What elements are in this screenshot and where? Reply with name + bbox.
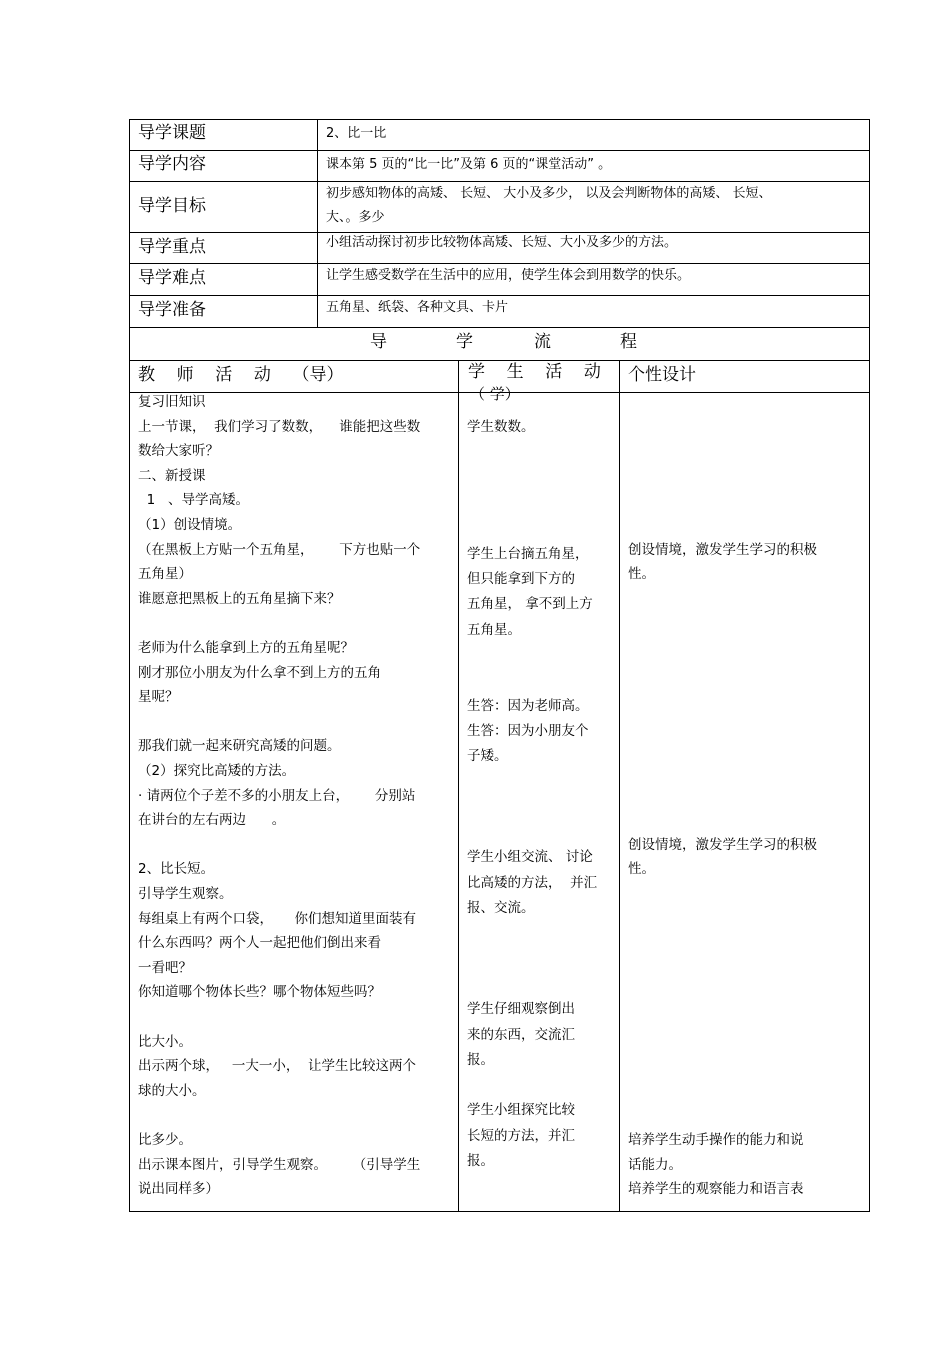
text-line: 创设情境，激发学生学习的积极 — [628, 836, 817, 853]
text-line: 学生仔细观察倒出 — [467, 1001, 575, 1018]
text-line: · 请两位个子差不多的小朋友上台， 分别站 — [138, 787, 416, 804]
text-line: 刚才那位小朋友为什么拿不到上方的五角 — [138, 664, 381, 681]
text-line: 复习旧知识 — [138, 394, 206, 410]
row-value-difficulty: 让学生感受数学在生活中的应用，使学生体会到用数学的快乐。 — [326, 268, 691, 283]
text-line: 2、比长短。 — [138, 861, 215, 878]
text-line: 性。 — [628, 566, 655, 583]
flow-title-char: 导 — [370, 332, 387, 352]
text-line: 报。 — [467, 1051, 494, 1068]
row-value-preparation: 五角星、纸袋、各种文具、卡片 — [326, 300, 509, 315]
text-line: 1 、导学高矮。 — [138, 492, 250, 509]
text-line: 什么东西吗？两个人一起把他们倒出来看 — [138, 935, 381, 952]
text-line: 那我们就一起来研究高矮的问题。 — [138, 738, 341, 755]
row-label-preparation: 导学准备 — [138, 300, 206, 320]
text-line: 说出同样多） — [138, 1181, 219, 1198]
row-value-goal-line2: 大、。多少 — [326, 210, 385, 225]
text-line: 引导学生观察。 — [138, 886, 233, 902]
row-value-topic: 2、比一比 — [326, 126, 387, 141]
text-line: （在黑板上方贴一个五角星， 下方也贴一个 — [138, 541, 421, 558]
row-divider — [129, 150, 870, 151]
teacher-activity-header: 教 师 活 动 （导） — [138, 365, 344, 385]
text-line: 二、新授课 — [138, 467, 206, 484]
text-line: 在讲台的左右两边 。 — [138, 812, 286, 829]
row-label-content: 导学内容 — [138, 154, 206, 174]
text-line: 出示课本图片，引导学生观察。 （引导学生 — [138, 1156, 421, 1173]
row-value-focus: 小组活动探讨初步比较物体高矮、长短、大小及多少的方法。 — [326, 235, 678, 250]
text-line: 五角星） — [138, 566, 192, 583]
text-line: 培养学生的观察能力和语言表 — [628, 1181, 804, 1198]
row-value-goal-line1: 初步感知物体的高矮、 长短、 大小及多少， 以及会判断物体的高矮、 长短、 — [326, 186, 772, 201]
text-line: 来的东西，交流汇 — [467, 1026, 575, 1043]
text-line: 星呢？ — [138, 689, 179, 706]
text-line: 话能力。 — [628, 1156, 682, 1173]
row-divider — [129, 327, 870, 328]
row-label-focus: 导学重点 — [138, 237, 206, 257]
design-header: 个性设计 — [628, 365, 696, 385]
column-divider — [619, 360, 620, 1212]
student-activity-header: 学 生 活 动 — [468, 362, 601, 382]
text-line: 出示两个球， 一大一小， 让学生比较这两个 — [138, 1058, 416, 1075]
flow-title-char: 流 — [534, 332, 551, 352]
row-divider — [129, 181, 870, 182]
text-line: （2）探究比高矮的方法。 — [138, 763, 296, 779]
text-line: 子矮。 — [467, 748, 508, 765]
text-line: 比多少。 — [138, 1132, 192, 1148]
column-divider — [458, 360, 459, 1212]
text-line: 学生小组探究比较 — [467, 1102, 575, 1119]
text-line: 学生数数。 — [467, 419, 535, 436]
text-line: （1）创设情境。 — [138, 517, 242, 533]
column-divider — [317, 119, 318, 327]
student-activity-header-sub: （ 学） — [470, 385, 520, 403]
row-label-goal: 导学目标 — [138, 196, 206, 216]
text-line: 生答：因为老师高。 — [467, 697, 589, 714]
row-divider — [129, 232, 870, 233]
text-line: 报。 — [467, 1153, 494, 1169]
text-line: 性。 — [628, 861, 655, 878]
text-line: 学生小组交流、 讨论 — [467, 849, 593, 866]
text-line: 球的大小。 — [138, 1082, 206, 1099]
text-line: 创设情境，激发学生学习的积极 — [628, 541, 817, 558]
text-line: 数给大家听？ — [138, 443, 219, 460]
text-line: 老师为什么能拿到上方的五角星呢？ — [138, 640, 354, 656]
text-line: 比高矮的方法， 并汇 — [467, 874, 598, 891]
flow-title-char: 程 — [620, 332, 637, 352]
text-line: 你知道哪个物体长些？哪个物体短些吗？ — [138, 984, 381, 1001]
row-value-content: 课本第 5 页的“比一比”及第 6 页的“课堂活动” 。 — [326, 157, 612, 172]
text-line: 生答：因为小朋友个 — [467, 722, 589, 739]
text-line: 一看吧？ — [138, 959, 192, 976]
text-line: 五角星。 — [467, 621, 521, 638]
flow-title-char: 学 — [456, 332, 473, 352]
text-line: 每组桌上有两个口袋， 你们想知道里面装有 — [138, 910, 416, 927]
text-line: 比大小。 — [138, 1033, 192, 1050]
row-divider — [129, 263, 870, 264]
row-divider — [129, 360, 870, 361]
text-line: 学生上台摘五角星， — [467, 545, 589, 562]
row-label-topic: 导学课题 — [138, 123, 206, 143]
text-line: 谁愿意把黑板上的五角星摘下来？ — [138, 590, 341, 607]
row-label-difficulty: 导学难点 — [138, 268, 206, 288]
text-line: 长短的方法，并汇 — [467, 1127, 575, 1144]
text-line: 但只能拿到下方的 — [467, 571, 575, 588]
text-line: 上一节课， 我们学习了数数， 谁能把这些数 — [138, 418, 421, 435]
row-divider — [129, 295, 870, 296]
text-line: 五角星， 拿不到上方 — [467, 596, 593, 613]
text-line: 报、交流。 — [467, 900, 535, 916]
text-line: 培养学生动手操作的能力和说 — [628, 1132, 804, 1148]
